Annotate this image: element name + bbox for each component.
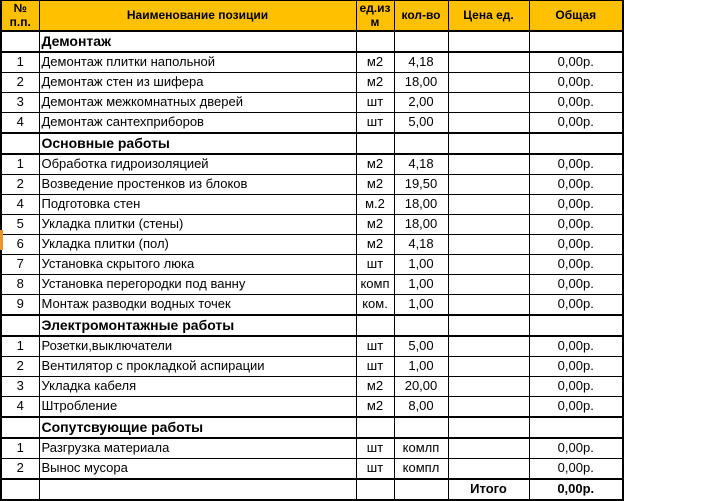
cell-unit[interactable]: шт xyxy=(356,438,394,459)
cell-name[interactable]: Монтаж разводки водных точек xyxy=(39,295,356,316)
cell-price[interactable] xyxy=(448,31,529,52)
cell-name[interactable]: Демонтаж стен из шифера xyxy=(39,73,356,93)
cell-qty[interactable] xyxy=(394,417,448,438)
table-row xyxy=(1,175,623,195)
cell-price[interactable] xyxy=(448,336,529,357)
cell-price[interactable] xyxy=(448,275,529,295)
cell-name[interactable]: Возведение простенков из блоков xyxy=(39,175,356,195)
cell-qty[interactable]: 4,18 xyxy=(394,52,448,73)
cell-num[interactable] xyxy=(1,417,39,438)
cell-name[interactable]: Штробление xyxy=(39,397,356,418)
cell-qty[interactable]: 1,00 xyxy=(394,255,448,275)
cell-name[interactable]: Розетки,выключатели xyxy=(39,336,356,357)
table-row xyxy=(1,295,623,316)
active-row-marker xyxy=(0,230,3,250)
cell-price[interactable] xyxy=(448,315,529,336)
cell-total[interactable]: 0,00р. xyxy=(529,235,623,255)
cell-total[interactable]: 0,00р. xyxy=(529,275,623,295)
cell-total[interactable]: 0,00р. xyxy=(529,397,623,418)
cell-num[interactable] xyxy=(1,479,39,500)
cell-qty[interactable]: 4,18 xyxy=(394,154,448,175)
cell-total[interactable]: 0,00р. xyxy=(529,255,623,275)
cell-price[interactable] xyxy=(448,154,529,175)
cell-qty[interactable]: 20,00 xyxy=(394,377,448,397)
cell-unit[interactable]: м2 xyxy=(356,73,394,93)
table-row xyxy=(1,459,623,480)
table-row xyxy=(1,377,623,397)
cell-total[interactable]: 0,00р. xyxy=(529,175,623,195)
cell-total[interactable] xyxy=(529,133,623,154)
cell-total[interactable]: 0,00р. xyxy=(529,195,623,215)
cell-qty[interactable]: 5,00 xyxy=(394,113,448,134)
cell-num[interactable]: 2 xyxy=(1,175,39,195)
cell-total[interactable]: 0,00р. xyxy=(529,377,623,397)
cell-price[interactable] xyxy=(448,133,529,154)
cell-total[interactable] xyxy=(529,315,623,336)
cell-num[interactable]: 1 xyxy=(1,438,39,459)
cell-qty[interactable]: 1,00 xyxy=(394,357,448,377)
cell-num[interactable]: 1 xyxy=(1,52,39,73)
cell-qty[interactable] xyxy=(394,479,448,500)
cell-num[interactable] xyxy=(1,315,39,336)
cell-price[interactable] xyxy=(448,397,529,418)
cell-price[interactable] xyxy=(448,52,529,73)
total-value[interactable]: 0,00р. xyxy=(529,479,623,500)
cell-total[interactable]: 0,00р. xyxy=(529,357,623,377)
cell-unit[interactable]: шт xyxy=(356,336,394,357)
cell-qty[interactable]: 18,00 xyxy=(394,73,448,93)
cell-name[interactable]: Демонтаж межкомнатных дверей xyxy=(39,93,356,113)
cell-price[interactable] xyxy=(448,459,529,480)
cell-price[interactable] xyxy=(448,377,529,397)
column-header-unit[interactable]: ед.изм xyxy=(356,1,394,32)
cell-qty[interactable]: комлп xyxy=(394,438,448,459)
table-row xyxy=(1,93,623,113)
cell-qty[interactable]: 18,00 xyxy=(394,195,448,215)
section-row xyxy=(1,417,623,438)
column-header-qty[interactable]: кол-во xyxy=(394,1,448,32)
cell-num[interactable]: 1 xyxy=(1,154,39,175)
cell-unit[interactable] xyxy=(356,479,394,500)
cell-unit[interactable]: шт xyxy=(356,93,394,113)
cell-name[interactable]: Вентилятор с прокладкой аспирации xyxy=(39,357,356,377)
cell-total[interactable]: 0,00р. xyxy=(529,295,623,316)
cell-num[interactable]: 6 xyxy=(1,235,39,255)
cell-total[interactable]: 0,00р. xyxy=(529,52,623,73)
cell-unit[interactable] xyxy=(356,315,394,336)
cell-price[interactable] xyxy=(448,255,529,275)
cell-name[interactable] xyxy=(39,479,356,500)
cell-total[interactable]: 0,00р. xyxy=(529,215,623,235)
column-header-total[interactable]: Общая xyxy=(529,1,623,32)
table-header xyxy=(1,1,623,32)
totals-row xyxy=(1,479,623,500)
cell-total[interactable] xyxy=(529,417,623,438)
cell-num[interactable] xyxy=(1,133,39,154)
cell-qty[interactable]: 1,00 xyxy=(394,295,448,316)
cell-name[interactable]: Укладка плитки (стены) xyxy=(39,215,356,235)
section-title[interactable]: Сопутсвующие работы xyxy=(39,417,356,438)
cell-unit[interactable]: шт xyxy=(356,255,394,275)
cell-unit[interactable]: м.2 xyxy=(356,195,394,215)
cell-num[interactable]: 7 xyxy=(1,255,39,275)
cell-price[interactable] xyxy=(448,195,529,215)
cell-name[interactable]: Демонтаж сантехприборов xyxy=(39,113,356,134)
cell-num[interactable]: 2 xyxy=(1,357,39,377)
cell-price[interactable] xyxy=(448,215,529,235)
cell-num[interactable]: 4 xyxy=(1,113,39,134)
cell-total[interactable] xyxy=(529,31,623,52)
table-row xyxy=(1,235,623,255)
cell-name[interactable]: Демонтаж плитки напольной xyxy=(39,52,356,73)
cell-unit[interactable] xyxy=(356,417,394,438)
cell-qty[interactable] xyxy=(394,133,448,154)
section-title[interactable]: Демонтаж xyxy=(39,31,356,52)
cell-name[interactable]: Разгрузка материала xyxy=(39,438,356,459)
cell-unit[interactable]: м2 xyxy=(356,235,394,255)
cell-name[interactable]: Подготовка стен xyxy=(39,195,356,215)
cell-qty[interactable] xyxy=(394,315,448,336)
cell-total[interactable]: 0,00р. xyxy=(529,154,623,175)
cell-unit[interactable]: м2 xyxy=(356,397,394,418)
cell-num[interactable]: 1 xyxy=(1,336,39,357)
table-row xyxy=(1,195,623,215)
table-row xyxy=(1,397,623,418)
cell-num[interactable]: 4 xyxy=(1,397,39,418)
cell-num[interactable] xyxy=(1,31,39,52)
cell-price[interactable] xyxy=(448,295,529,316)
cell-name[interactable]: Установка перегородки под ванну xyxy=(39,275,356,295)
cell-num[interactable]: 5 xyxy=(1,215,39,235)
cell-total[interactable]: 0,00р. xyxy=(529,73,623,93)
table-row xyxy=(1,52,623,73)
cell-qty[interactable]: 18,00 xyxy=(394,215,448,235)
cell-unit[interactable]: шт xyxy=(356,113,394,134)
table-row xyxy=(1,73,623,93)
total-label[interactable]: Итого xyxy=(448,479,529,500)
cell-num[interactable]: 2 xyxy=(1,73,39,93)
cell-num[interactable]: 2 xyxy=(1,459,39,480)
column-header-price[interactable]: Цена ед. xyxy=(448,1,529,32)
cell-unit[interactable]: ком. xyxy=(356,295,394,316)
cell-name[interactable]: Вынос мусора xyxy=(39,459,356,480)
table-row xyxy=(1,357,623,377)
section-title[interactable]: Электромонтажные работы xyxy=(39,315,356,336)
header-row xyxy=(1,1,623,32)
cell-price[interactable] xyxy=(448,357,529,377)
column-header-name[interactable]: Наименование позиции xyxy=(39,1,356,32)
cell-num[interactable]: 9 xyxy=(1,295,39,316)
cell-qty[interactable]: 4,18 xyxy=(394,235,448,255)
cell-total[interactable]: 0,00р. xyxy=(529,113,623,134)
section-row xyxy=(1,133,623,154)
cell-num[interactable]: 4 xyxy=(1,195,39,215)
cell-qty[interactable]: 19,50 xyxy=(394,175,448,195)
cell-qty[interactable]: компл xyxy=(394,459,448,480)
table-row xyxy=(1,438,623,459)
cell-qty[interactable]: 2,00 xyxy=(394,93,448,113)
cell-price[interactable] xyxy=(448,93,529,113)
table-row xyxy=(1,336,623,357)
cell-unit[interactable]: шт xyxy=(356,459,394,480)
cell-unit[interactable] xyxy=(356,133,394,154)
table-row xyxy=(1,255,623,275)
cell-num[interactable]: 3 xyxy=(1,93,39,113)
cell-qty[interactable]: 1,00 xyxy=(394,275,448,295)
cell-price[interactable] xyxy=(448,113,529,134)
cell-qty[interactable] xyxy=(394,31,448,52)
table-row xyxy=(1,113,623,134)
cell-unit[interactable]: м2 xyxy=(356,154,394,175)
section-title[interactable]: Основные работы xyxy=(39,133,356,154)
cell-price[interactable] xyxy=(448,438,529,459)
cell-unit[interactable] xyxy=(356,31,394,52)
cell-total[interactable]: 0,00р. xyxy=(529,459,623,480)
cell-unit[interactable]: м2 xyxy=(356,377,394,397)
column-header-num[interactable]: № п.п. xyxy=(1,1,39,32)
cell-unit[interactable]: комп xyxy=(356,275,394,295)
cell-total[interactable]: 0,00р. xyxy=(529,336,623,357)
table-row xyxy=(1,154,623,175)
section-row xyxy=(1,31,623,52)
cell-name[interactable]: Обработка гидроизоляцией xyxy=(39,154,356,175)
cell-price[interactable] xyxy=(448,417,529,438)
cell-qty[interactable]: 5,00 xyxy=(394,336,448,357)
cell-unit[interactable]: м2 xyxy=(356,52,394,73)
cell-name[interactable]: Укладка плитки (пол) xyxy=(39,235,356,255)
cell-total[interactable]: 0,00р. xyxy=(529,93,623,113)
table-row xyxy=(1,275,623,295)
cell-name[interactable]: Укладка кабеля xyxy=(39,377,356,397)
cell-name[interactable]: Установка скрытого люка xyxy=(39,255,356,275)
cell-price[interactable] xyxy=(448,73,529,93)
cell-price[interactable] xyxy=(448,235,529,255)
table-body xyxy=(1,31,623,500)
cell-total[interactable]: 0,00р. xyxy=(529,438,623,459)
cell-num[interactable]: 3 xyxy=(1,377,39,397)
cell-price[interactable] xyxy=(448,175,529,195)
cell-unit[interactable]: шт xyxy=(356,357,394,377)
cell-unit[interactable]: м2 xyxy=(356,175,394,195)
section-row xyxy=(1,315,623,336)
cell-qty[interactable]: 8,00 xyxy=(394,397,448,418)
table-row xyxy=(1,215,623,235)
cell-num[interactable]: 8 xyxy=(1,275,39,295)
cell-unit[interactable]: м2 xyxy=(356,215,394,235)
